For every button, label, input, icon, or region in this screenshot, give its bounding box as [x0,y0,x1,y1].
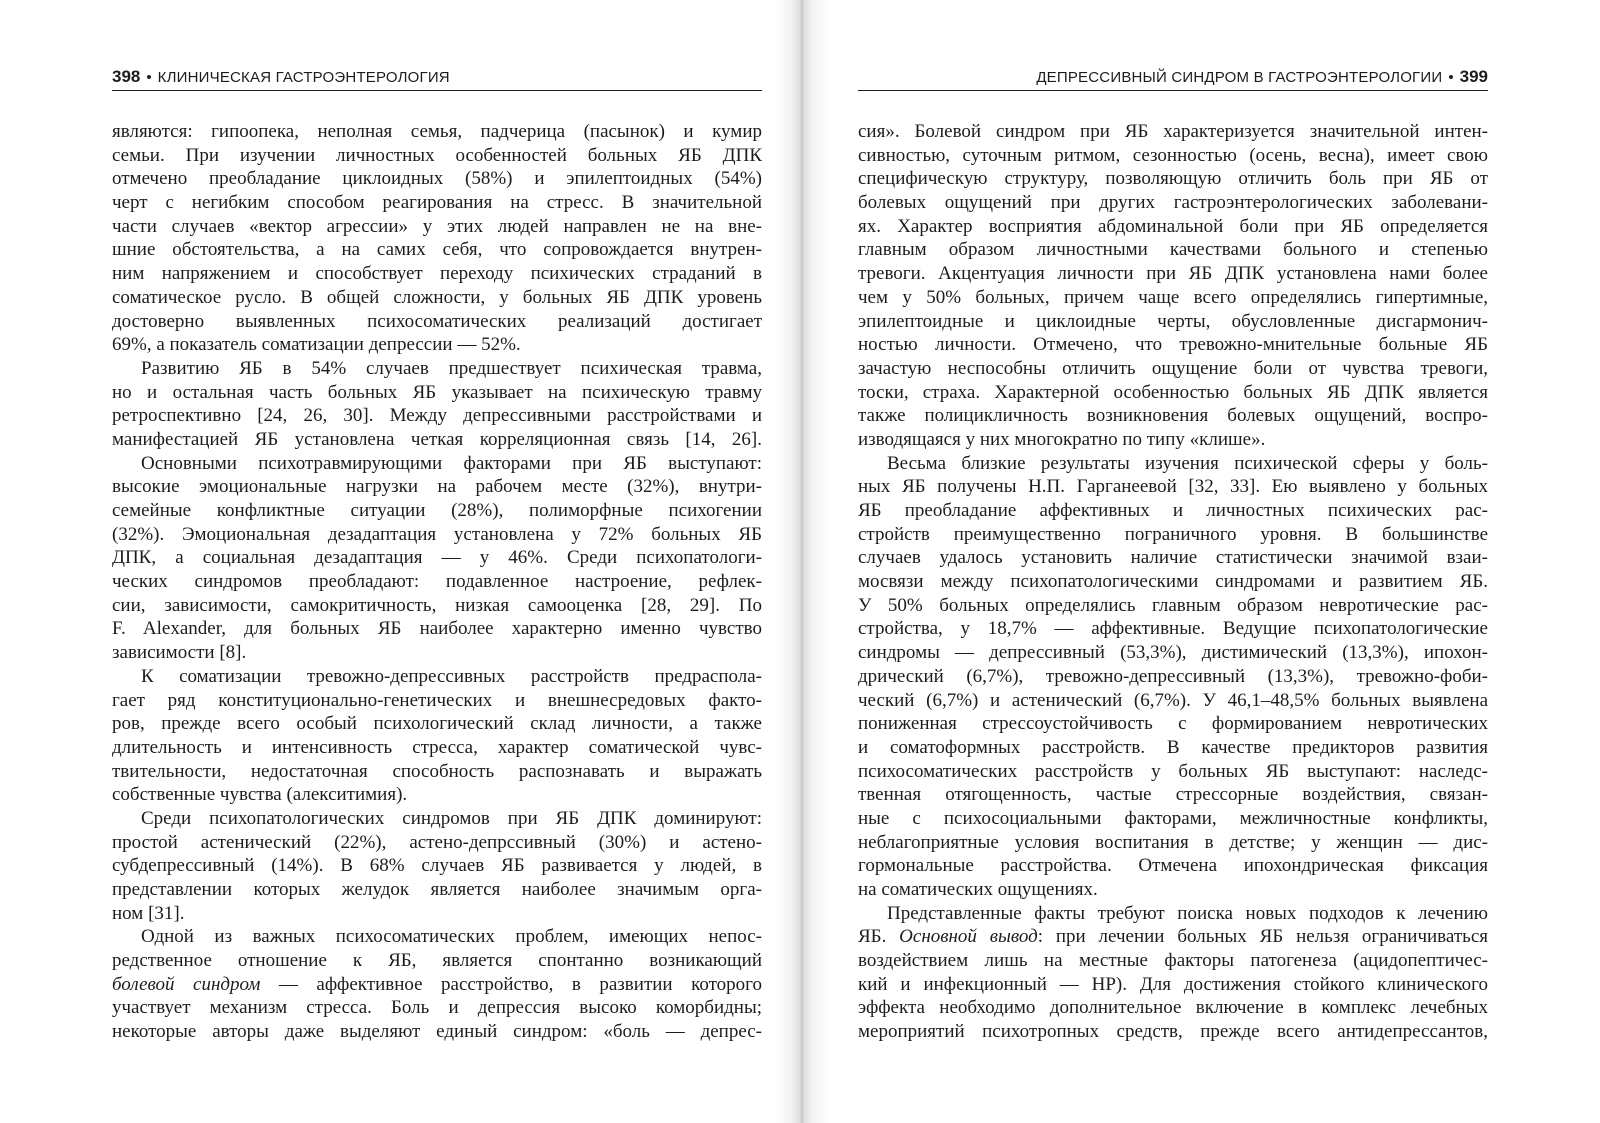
text-line: шние обстоятельства, а на самих себя, что сопровождается внутрен- [112,239,762,261]
text-line-with-italic: болевой синдром — аффективное расстройство, в развитии которого [112,973,762,995]
text-line: 69%, а показатель соматизации депрессии — 52%. [112,334,521,356]
text-line: тоски, страха. Характерной особенностью больных ЯБ ДПК является [858,381,1488,403]
text-line: У 50% больных определялись главным образом невротические рас- [858,594,1488,616]
text-line: зависимости [8]. [112,642,247,664]
text-line: простой астенический (22%), астено-депрссивный (30%) и астено- [112,831,762,853]
text-line: F. Alexander, для больных ЯБ наиболее характерно именно чувство [112,618,762,640]
text-line: субдепрессивный (14%). В 68% случаев ЯБ развивается у людей, в [112,855,762,877]
text-line: ческих синдромов преобладают: подавленное настроение, рефлек- [112,571,762,593]
text-line: достоверно выявленных психосоматических реализаций достигает [112,310,762,332]
text-line: специфическую структуру, позволяющую отличить боль при ЯБ от [858,168,1488,190]
text-line: психосоматических расстройств у больных ЯБ выступают: наследс- [858,760,1488,782]
text-line: чем у 50% больных, причем чаще всего определялись гипертимные, [858,286,1488,308]
left-running-head [112,64,762,91]
book-gutter [776,0,828,1123]
text-line: ретроспективно [24, 26, 30]. Между депрессивными расстройствами и [112,405,762,427]
text-line: сии, зависимости, самокритичность, низкая самооценка [28, 29]. По [112,594,762,616]
text-line: К соматизации тревожно-депрессивных расстройств предраспола- [141,665,762,687]
text-line: (32%). Эмоциональная дезадаптация установлена у 72% больных ЯБ [112,523,762,545]
text-line: манифестацией ЯБ установлена четкая корреляционная связь [14, 26]. [112,428,762,450]
text-line: главным образом личностными качествами больного и степенью [858,239,1488,261]
text-line: зачастую неспособны отличить ощущение боли от чувства тревоги, [858,357,1488,379]
text-line: твительности, недостаточная способность распознавать и выражать [112,760,762,782]
text-line: случаев удалось установить наличие статистически значимой взаи- [858,547,1488,569]
left-page-body [112,120,762,1044]
text-line: семейные конфликтные ситуации (28%), полиморфные психогении [112,500,762,521]
text-line: стройств преимущественно пограничного уровня. В большинстве [858,523,1488,545]
text-line: некоторые авторы даже выделяют единый синдром: «боль — депрес- [112,1021,762,1043]
text-line: представлении которых желудок является наиболее значимым орга- [112,879,762,900]
text-line: отмечено преобладание циклоидных (58%) и эпилептоидных (54%) [112,168,762,190]
text-line: кий и инфекционный — HP). Для достижения стойкого клинического [858,973,1488,995]
text-line: Среди психопатологических синдромов при ЯБ ДПК доминируют: [141,807,762,829]
text-line: Весьма близкие результаты изучения психической сферы у боль- [887,452,1488,474]
text-line: участвует механизм стресса. Боль и депрессия высоко коморбидны; [112,997,762,1019]
text-line: мероприятий психотропных средств, прежде всего антидепрессантов, [858,1021,1488,1043]
text-line: собственные чувства (алекситимия). [112,784,408,806]
text-line: ДПК, а социальная дезадаптация — у 46%. Среди психопатологи- [112,547,762,569]
right-running-title: ДЕПРЕССИВНЫЙ СИНДРОМ В ГАСТРОЭНТЕРОЛОГИИ [1036,69,1443,86]
text-line: пониженная стрессоустойчивость с формированием невротических [858,713,1488,735]
text-line: изводящаяся у них многократно по типу «клише». [858,428,1266,450]
text-line: болевых ощущений при других гастроэнтерологических заболевани- [858,192,1488,214]
text-line: ях. Характер восприятия абдоминальной боли при ЯБ определяется [858,215,1488,237]
text-line: ностью личности. Отмечено, что тревожно-мнительные больные ЯБ [858,334,1488,356]
text-line: сивностью, суточным ритмом, сезонностью (осень, весна), имеет свою [858,144,1488,166]
text-line: мосвязи между психопатологическими синдромами и развитием ЯБ. [858,571,1488,593]
text-line: черт с негибким способом реагирования на стресс. В значительной [112,192,762,214]
text-line-with-italic: ЯБ. Основной вывод: при лечении больных ЯБ нельзя ограничиваться [858,926,1488,948]
left-running-title: КЛИНИЧЕСКАЯ ГАСТРОЭНТЕРОЛОГИЯ [157,69,450,86]
italic-phrase: Основной вывод [899,926,1038,948]
text-line: гормональные расстройства. Отмечена ипохондрическая фиксация [858,855,1488,877]
text-line: Одной из важных психосоматических проблем, имеющих непос- [141,926,762,948]
text-line: и соматоформных расстройств. В качестве предикторов развития [858,736,1488,758]
text-line: сия». Болевой синдром при ЯБ характеризуется значительной интен- [858,121,1488,142]
text-line: ческий (6,7%) и астенический (6,7%). У 46,1–48,5% больных выявлена [858,689,1488,711]
text-line: семьи. При изучении личностных особенностей больных ЯБ ДПК [112,144,762,166]
right-header-bullet: • [1448,69,1454,86]
text-line: ров, прежде всего особый психологический склад личности, а также [112,713,762,735]
italic-phrase: болевой синдром [112,973,261,995]
text-line: тревоги. Акцентуация личности при ЯБ ДПК установлена нами более [858,263,1488,285]
text-line: дрический (6,7%), тревожно-депрессивный (13,3%), тревожно-фоби- [858,665,1488,687]
text-line: ним напряжением и способствует переходу психических страданий в [112,263,762,285]
text-line: ных ЯБ получены Н.П. Гарганеевой [32, 33]. Ею выявлено у больных [858,476,1488,498]
text-line: Основными психотравмирующими факторами при ЯБ выступают: [141,452,762,474]
text-line: эпилептоидные и циклоидные черты, обусловленные дисгармонич- [858,310,1488,332]
text-line: Представленные факты требуют поиска новых подходов к лечению [887,902,1488,924]
text-line: но и остальная часть больных ЯБ указывает на психическую травму [112,381,762,403]
right-page-number: 399 [1459,67,1488,86]
text-line: высокие эмоциональные нагрузки на рабочем месте (32%), внутри- [112,476,762,498]
text-line: воздействием лишь на местные факторы патогенеза (ацидопептичес- [858,950,1488,972]
text-line: ном [31]. [112,902,185,924]
text-line: длительность и интенсивность стресса, характер соматической чувс- [112,736,762,758]
text-line: стройства, у 18,7% — аффективные. Ведущие психопатологические [858,618,1488,640]
text-line: гает ряд конституционально-генетических и внешнесредовых факто- [112,689,762,711]
text-line: синдромы — депрессивный (53,3%), дистимический (13,3%), ипохон- [858,642,1488,664]
text-line: соматическое русло. В общей сложности, у больных ЯБ ДПК уровень [112,286,762,308]
text-line: ЯБ преобладание аффективных и личностных психических рас- [858,500,1488,521]
right-running-head [858,64,1488,91]
text-line: эффекта необходимо дополнительное включение в комплекс лечебных [858,997,1488,1019]
text-line: части случаев «вектор агрессии» у этих людей направлен не на вне- [112,215,762,237]
left-header-bullet: • [146,69,152,86]
text-line: редственное отношение к ЯБ, является спонтанно возникающий [112,950,762,972]
text-line: неблагоприятные условия воспитания в детстве; у женщин — дис- [858,831,1488,853]
text-line: ные с психосоциальными факторами, межличностные конфликты, [858,807,1488,829]
text-line: твенная отягощенность, частые стрессорные воздействия, связан- [858,784,1488,806]
text-line: являются: гипоопека, неполная семья, падчерица (пасынок) и кумир [112,121,762,142]
right-page-body [858,120,1488,1044]
text-line: на соматических ощущениях. [858,879,1098,900]
left-page-number: 398 [112,67,141,86]
text-line: Развитию ЯБ в 54% случаев предшествует психическая травма, [141,357,762,379]
text-line: также полицикличность возникновения болевых ощущений, воспро- [858,405,1488,427]
